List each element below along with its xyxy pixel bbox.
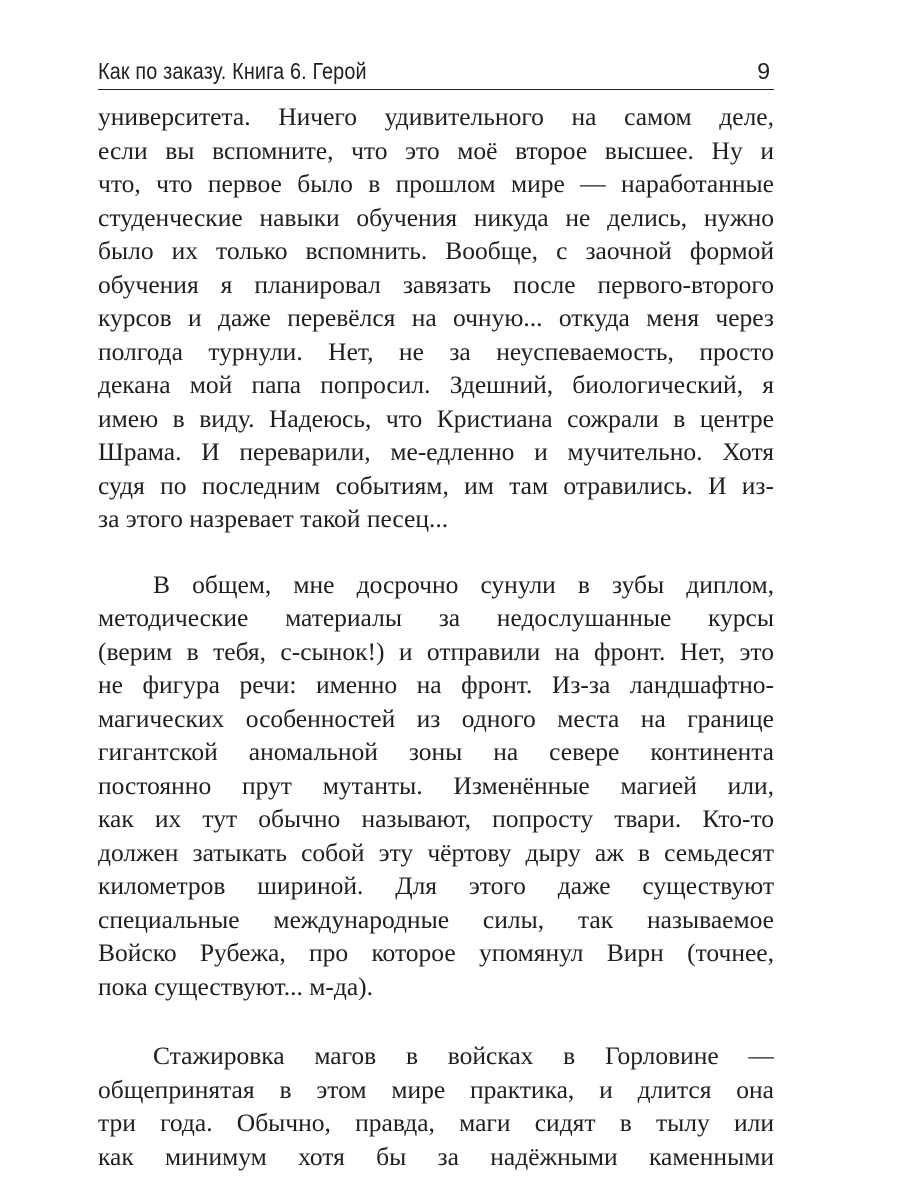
text-line: не фигура речи: именно на фронт. Из-за ландшафтно- (98, 670, 774, 699)
paragraph-1 (98, 100, 774, 536)
text-line: Войско Рубежа, про которое упомянул Вирн (точнее, (98, 938, 774, 967)
text-line: судя по последним событиям, им там отравились. И из- (98, 470, 774, 500)
paragraph-gap (98, 536, 774, 568)
text-line: Стажировка магов в войсках в Горловине — (153, 1041, 774, 1070)
text-line: В общем, мне досрочно сунули в зубы диплом, (153, 569, 774, 599)
paragraph-gap (98, 1003, 774, 1039)
text-line: за этого назревает такой песец... (98, 504, 449, 533)
text-line: должен затыкать собой эту чёртову дыру аж в семьдесят (98, 837, 774, 867)
text-line: как минимум хотя бы за надёжными каменными (98, 1141, 774, 1171)
page-number: 9 (757, 58, 770, 84)
book-title: Как по заказу. Книга 6. Герой (98, 58, 367, 84)
paragraph-3 (98, 1039, 774, 1173)
text-line: имею в виду. Надеюсь, что Кристиана сожрали в центре (98, 403, 774, 433)
text-line: километров шириной. Для этого даже существуют (98, 871, 774, 900)
text-line: Шрама. И переварили, ме-едленно и мучительно. Хотя (98, 437, 774, 466)
text-line: как их тут обычно называют, попросту твари. Кто-то (98, 804, 774, 833)
text-line: гигантской аномальной зоны на севере континента (98, 737, 774, 766)
header-rule (98, 89, 774, 90)
text-line: три года. Обычно, правда, маги сидят в тылу или (98, 1108, 774, 1137)
paragraph-2 (98, 568, 774, 1004)
text-line: обучения я планировал завязать после первого-второго (98, 269, 774, 299)
text-line: декана мой папа попросил. Здешний, биологический, я (98, 370, 774, 399)
text-line: специальные международные силы, так называемое (98, 904, 774, 934)
text-line: университета. Ничего удивительного на самом деле, (98, 102, 774, 131)
text-line: постоянно прут мутанты. Изменённые магией или, (98, 770, 774, 800)
text-line: пока существуют... м-да). (98, 971, 374, 1001)
text-line: общепринятая в этом мире практика, и длится она (98, 1074, 774, 1104)
body-text (98, 100, 774, 1173)
text-line: магических особенностей из одного места на границе (98, 703, 774, 733)
text-line: (верим в тебя, с-сынок!) и отправили на фронт. Нет, это (98, 636, 774, 666)
text-line: полгода турнули. Нет, не за неуспеваемость, просто (98, 336, 774, 366)
text-line: методические материалы за недослушанные курсы (98, 603, 774, 632)
text-line: курсов и даже перевёлся на очную... откуда меня через (98, 303, 774, 332)
text-line: студенческие навыки обучения никуда не делись, нужно (98, 202, 774, 232)
text-line: если вы вспомните, что это моё второе высшее. Ну и (98, 135, 774, 165)
text-line: было их только вспомнить. Вообще, с заочной формой (98, 236, 774, 265)
text-line: что, что первое было в прошлом мире — наработанные (98, 169, 774, 198)
running-header (98, 58, 774, 88)
